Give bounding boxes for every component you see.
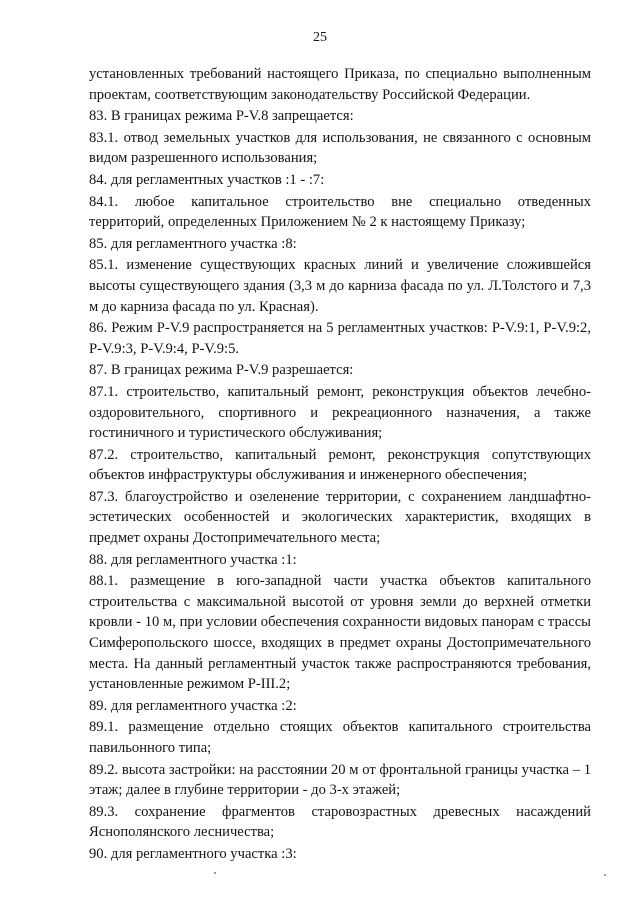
- paragraph-85-1: 85.1. изменение существующих красных линий и увеличение сложившейся высоты существующего здания (3,3 м до карниза фасада по ул. Л.Толстого и 7,3 м до карниза фасада по ул. Красная).: [89, 257, 591, 315]
- paragraph-83: 83. В границах режима P-V.8 запрещается:: [89, 108, 354, 125]
- paragraph-87-1: 87.1. строительство, капитальный ремонт, реконструкция объектов лечебно-оздоровительного, спортивного и рекреационного назначения, а также гостиничного и туристического обслуживания;: [89, 383, 591, 442]
- paragraph-90: 90. для регламентного участка :3:: [89, 845, 297, 862]
- document-body: [89, 64, 591, 866]
- paragraph-83-1: 83.1. отвод земельных участков для использования, не связанного с основным видом разрешенного использования;: [89, 129, 591, 167]
- paragraph-84-1: 84.1. любое капитальное строительство вне специально отведенных территорий, определенных Приложением № 2 к настоящему Приказу;: [89, 193, 591, 231]
- paragraph-88: 88. для регламентного участка :1:: [89, 551, 297, 568]
- paragraph-85: 85. для регламентного участка :8:: [89, 235, 297, 252]
- paragraph-89-2: 89.2. высота застройки: на расстоянии 20 м от фронтальной границы участка – 1 этаж; далее в глубине территории - до 3-х этажей;: [89, 761, 591, 799]
- paragraph-89-1: 89.1. размещение отдельно стоящих объектов капитального строительства павильонного типа;: [89, 719, 591, 756]
- paragraph-86: 86. Режим P-V.9 распространяется на 5 регламентных участков: P-V.9:1, P-V.9:2, P-V.9:3, P-V.9:4, P-V.9:5.: [89, 320, 591, 357]
- scan-speck: [604, 874, 606, 876]
- paragraph-89-3: 89.3. сохранение фрагментов старовозрастных древесных насаждений Яснополянского лесничества;: [89, 803, 591, 841]
- paragraph-87-2: 87.2. строительство, капитальный ремонт, реконструкция сопутствующих объектов инфраструктуры обслуживания и инженерного обеспечения;: [89, 446, 591, 484]
- scan-speck: [214, 872, 216, 874]
- paragraph-87-3: 87.3. благоустройство и озеленение территории, с сохранением ландшафтно-эстетических особенностей и экологических характеристик, входящих в предмет охраны Достопримечательного места;: [89, 488, 591, 547]
- page-number: 25: [313, 30, 327, 45]
- paragraph-intro-continuation: установленных требований настоящего Приказа, по специально выполненным проектам, соответствующим законодательству Российской Федерации.: [89, 66, 591, 103]
- paragraph-87: 87. В границах режима P-V.9 разрешается:: [89, 362, 354, 379]
- paragraph-84: 84. для регламентных участков :1 - :7:: [89, 171, 325, 188]
- paragraph-88-1: 88.1. размещение в юго-западной части участка объектов капитального строительства с максимальной высотой от уровня земли до верхней отметки кровли - 10 м, при условии обеспечения сохранности видовых панорам с трассы Симферопольского шоссе, входящих в предмет охраны Достопримечательного места. На данный регламентный участок также распространяются требования, установленные режимом P-III.2;: [89, 573, 591, 693]
- paragraph-89: 89. для регламентного участка :2:: [89, 697, 297, 714]
